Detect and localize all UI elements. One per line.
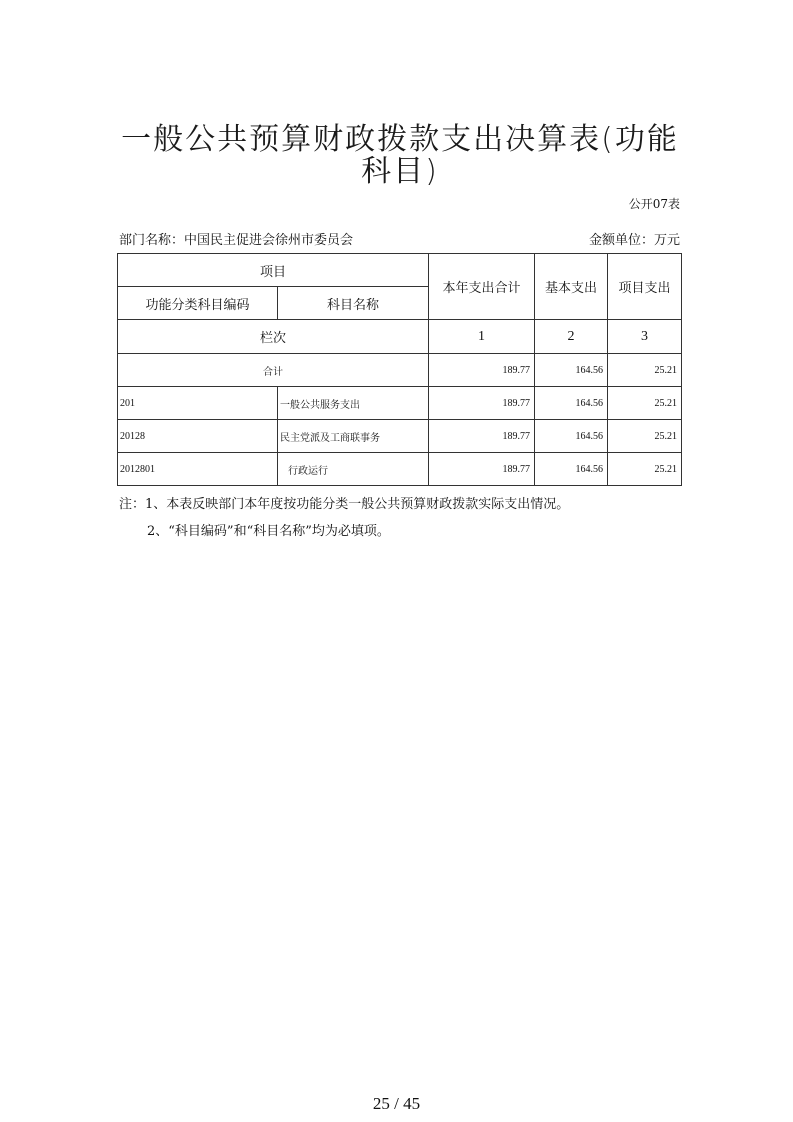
total-basic: 164.56 [535,354,608,387]
row-project: 25.21 [608,387,682,420]
header-item: 项目 [118,254,429,287]
table-row [118,387,682,420]
table-row [118,420,682,453]
row-project: 25.21 [608,420,682,453]
row-basic: 164.56 [535,387,608,420]
row-name: 一般公共服务支出 [278,387,429,420]
row-basic: 164.56 [535,453,608,486]
row-name: 行政运行 [278,453,429,486]
row-code: 201 [118,387,278,420]
total-amount: 189.77 [429,354,535,387]
table-code: 公开07表 [628,197,680,211]
column-number-3: 3 [608,320,682,354]
column-number-2: 2 [535,320,608,354]
header-basic: 基本支出 [535,254,608,320]
total-row [118,354,682,387]
row-project: 25.21 [608,453,682,486]
row-name: 民主党派及工商联事务 [278,420,429,453]
row-basic: 164.56 [535,420,608,453]
header-row-1 [118,254,682,287]
header-func-code: 功能分类科目编码 [118,287,278,320]
column-order-row [118,320,682,354]
footnote-1: 注：1、本表反映部门本年度按功能分类一般公共预算财政拨款实际支出情况。 [119,497,570,512]
page-number: 25 / 45 [372,1094,421,1113]
document-title: 一般公共预算财政拨款支出决算表(功能科目) [121,122,679,189]
row-total: 189.77 [429,453,535,486]
footnote-2: 2、“科目编码”和“科目名称”均为必填项。 [147,524,390,539]
column-order-label: 栏次 [118,320,429,354]
total-project: 25.21 [608,354,682,387]
expenditure-table [117,253,682,486]
header-project: 项目支出 [608,254,682,320]
row-total: 189.77 [429,387,535,420]
header-subject-name: 科目名称 [278,287,429,320]
header-total: 本年支出合计 [429,254,535,320]
footnotes [119,491,569,545]
row-total: 189.77 [429,420,535,453]
row-code: 20128 [118,420,278,453]
row-code: 2012801 [118,453,278,486]
amount-unit: 金额单位：万元 [588,233,680,248]
column-number-1: 1 [429,320,535,354]
department-name: 部门名称：中国民主促进会徐州市委员会 [119,233,354,248]
table-row [118,453,682,486]
total-label: 合计 [118,354,429,387]
